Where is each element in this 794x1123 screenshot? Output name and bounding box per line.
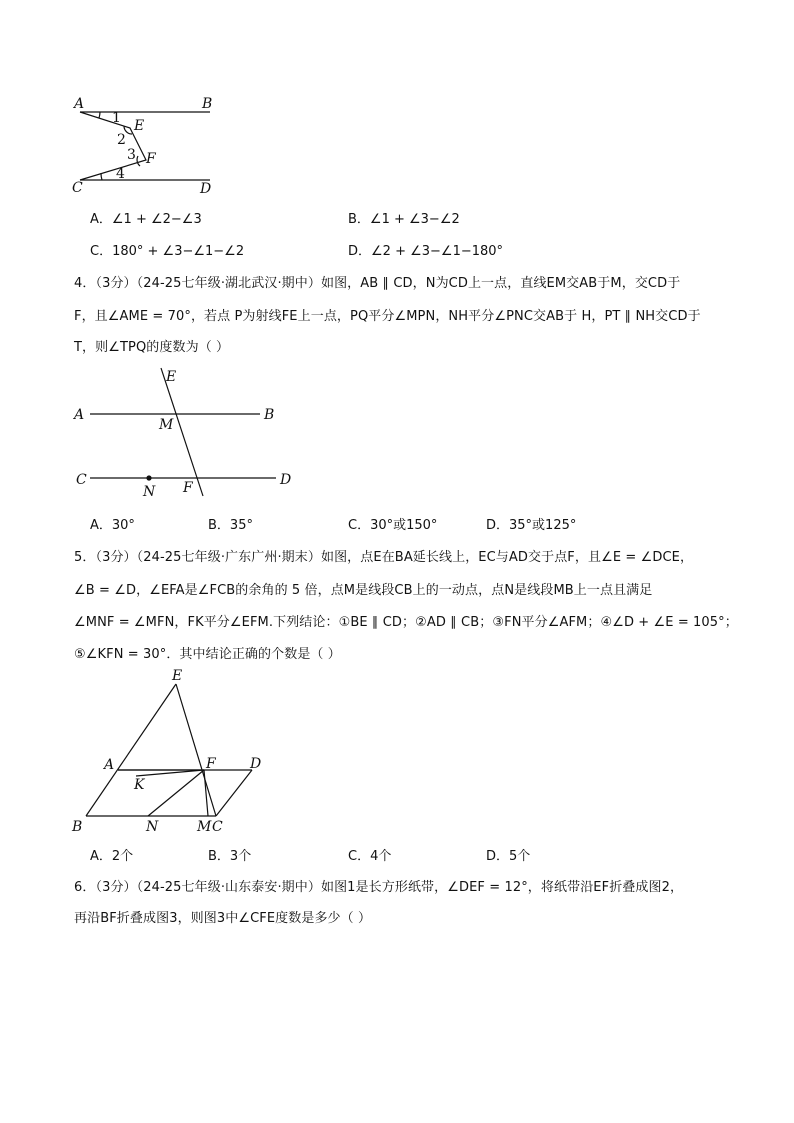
q3-angle-4: 4 [116, 166, 125, 182]
q5-option-a[interactable]: A．2个 [90, 849, 134, 864]
q3-option-c[interactable]: C．180° + ∠3−∠1−∠2 [90, 244, 245, 259]
q4-label-a: A [74, 407, 85, 423]
q5-label-e: E [172, 668, 183, 684]
q4-text-line-1: 4．（3分）（24-25七年级·湖北武汉·期中）如图，AB ∥ CD，N为CD上一点，直线EM交AB于M，交CD于 [74, 276, 681, 291]
q3-angle-2: 2 [117, 132, 126, 148]
q5-label-a: A [104, 757, 115, 773]
q5-label-n: N [146, 819, 159, 835]
q4-label-f: F [183, 480, 193, 496]
q4-label-e: E [166, 369, 177, 385]
q3-label-a: A [74, 96, 85, 112]
q3-label-e: E [134, 118, 145, 134]
q3-label-b: B [202, 96, 213, 112]
q4-label-m: M [159, 417, 174, 433]
q4-figure [66, 362, 306, 502]
q5-text-line-2: ∠B = ∠D，∠EFA是∠FCB的余角的 5 倍，点M是线段CB上的一动点，点N是线段MB上一点且满足 [74, 583, 653, 598]
q6-text-line-1: 6．（3分）（24-25七年级·山东泰安·期中）如图1是长方形纸带，∠DEF = 12°，将纸带沿EF折叠成图2， [74, 880, 684, 895]
q5-label-m: M [197, 819, 212, 835]
q3-label-c: C [72, 180, 83, 196]
q5-option-b[interactable]: B．3个 [208, 849, 252, 864]
q5-text-line-3: ∠MNF = ∠MFN，FK平分∠EFM.下列结论：①BE ∥ CD；②AD ∥ CB；③FN平分∠AFM；④∠D + ∠E = 105°； [74, 615, 738, 630]
q5-text-line-1: 5．（3分）（24-25七年级·广东广州·期末）如图，点E在BA延长线上，EC与AD交于点F，且∠E = ∠DCE， [74, 550, 694, 565]
q5-option-c[interactable]: C．4个 [348, 849, 392, 864]
q3-option-d[interactable]: D．∠2 + ∠3−∠1−180° [348, 244, 504, 259]
q4-label-b: B [264, 407, 275, 423]
q3-label-f: F [146, 151, 156, 167]
q4-option-c[interactable]: C．30°或150° [348, 518, 438, 533]
q4-text-line-2: F，且∠AME = 70°，若点 P为射线FE上一点，PQ平分∠MPN，NH平分∠PNC交AB于 H，PT ∥ NH交CD于 [74, 309, 701, 324]
q4-option-a[interactable]: A．30° [90, 518, 135, 533]
q3-angle-1: 1 [112, 110, 121, 126]
q4-label-d: D [280, 472, 292, 488]
q3-option-a[interactable]: A．∠1 + ∠2−∠3 [90, 212, 202, 227]
q6-text-line-2: 再沿BF折叠成图3，则图3中∠CFE度数是多少（ ） [74, 911, 372, 926]
q5-label-c: C [212, 819, 223, 835]
q3-figure [66, 92, 226, 198]
q5-figure [66, 664, 286, 840]
q3-angle-3: 3 [127, 147, 136, 163]
q5-text-line-4: ⑤∠KFN = 30°．其中结论正确的个数是（ ） [74, 647, 341, 662]
q5-label-k: K [134, 777, 145, 793]
q5-label-b: B [72, 819, 83, 835]
q4-option-d[interactable]: D．35°或125° [486, 518, 577, 533]
q4-label-c: C [76, 472, 87, 488]
q4-label-n: N [143, 484, 156, 500]
q5-option-d[interactable]: D．5个 [486, 849, 531, 864]
q5-label-f: F [206, 756, 216, 772]
q3-option-b[interactable]: B．∠1 + ∠3−∠2 [348, 212, 460, 227]
q4-text-line-3: T，则∠TPQ的度数为（ ） [74, 340, 230, 355]
q4-option-b[interactable]: B．35° [208, 518, 253, 533]
q3-label-d: D [200, 181, 212, 197]
q5-label-d: D [250, 756, 262, 772]
